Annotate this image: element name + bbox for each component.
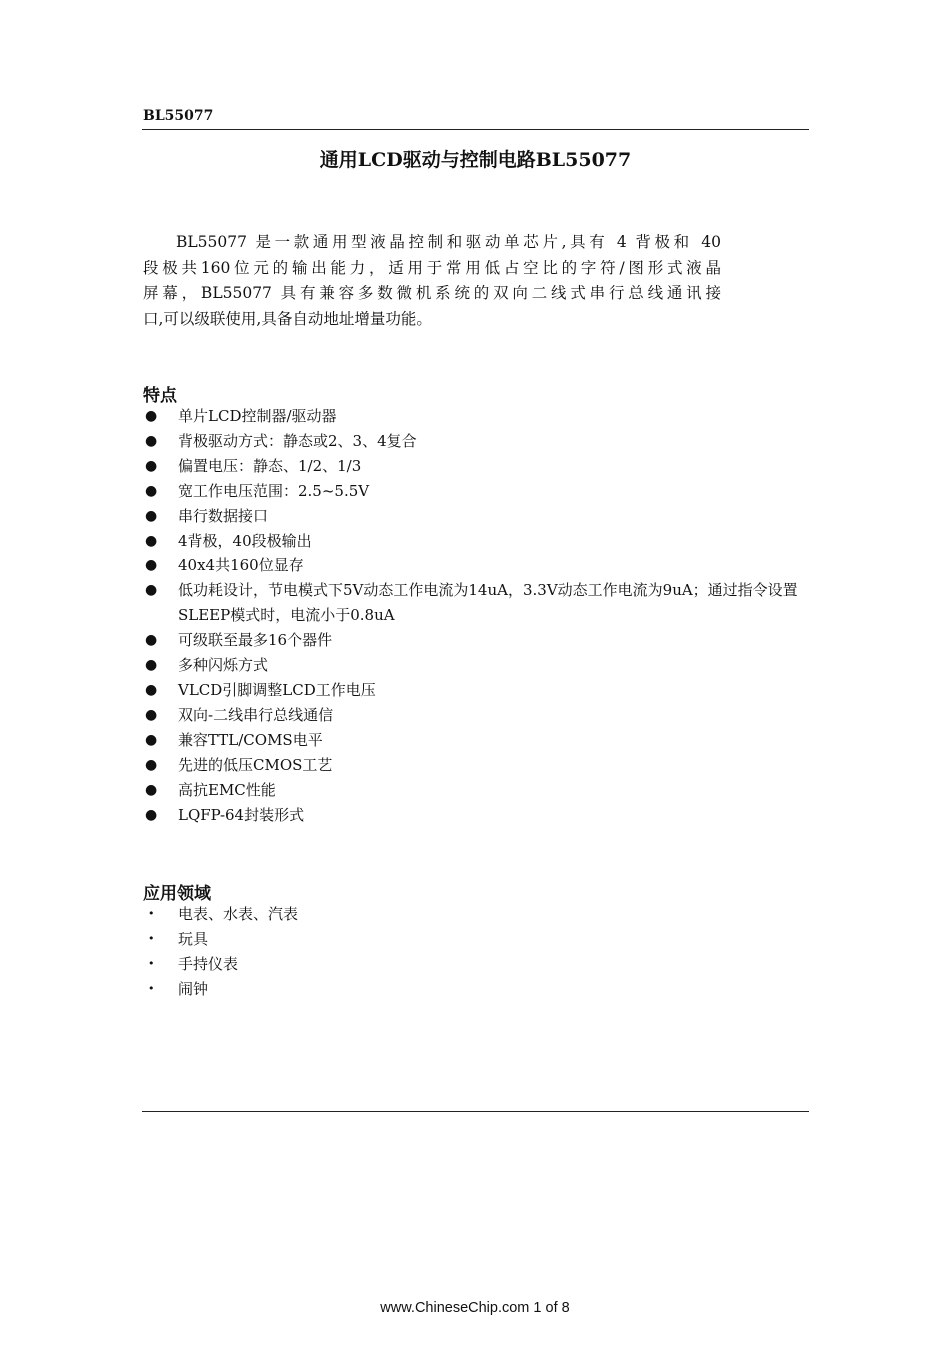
feature-item bbox=[143, 803, 809, 828]
features-list bbox=[143, 404, 809, 827]
bullet-icon: ● bbox=[145, 557, 158, 574]
intro-line: 段极共160位元的输出能力，适用于常用低占空比的字符/图形式液晶 bbox=[143, 258, 721, 277]
feature-text: 宽工作电压范围：2.5~5.5V bbox=[178, 481, 370, 500]
bullet-icon: ● bbox=[145, 756, 158, 773]
application-text: 闹钟 bbox=[178, 979, 209, 998]
feature-text: 可级联至最多16个器件 bbox=[178, 631, 333, 650]
feature-item bbox=[143, 404, 809, 429]
applications-heading: 应用领域 bbox=[143, 884, 211, 904]
intro-line: 口,可以级联使用,具备自动地址增量功能。 bbox=[143, 309, 432, 328]
header-part-number: BL55077 bbox=[143, 108, 214, 124]
footer-rule bbox=[142, 1111, 809, 1112]
intro-paragraph bbox=[143, 230, 721, 332]
feature-text: 多种闪烁方式 bbox=[178, 656, 269, 675]
application-item bbox=[143, 977, 809, 1002]
feature-item bbox=[143, 479, 809, 504]
bullet-icon: ● bbox=[145, 681, 158, 698]
feature-item bbox=[143, 454, 809, 479]
bullet-icon: ● bbox=[145, 432, 158, 449]
bullet-icon: ● bbox=[145, 781, 158, 798]
feature-text: 双向-二线串行总线通信 bbox=[178, 705, 334, 724]
feature-text: 背极驱动方式：静态或2、3、4复合 bbox=[178, 431, 417, 450]
bullet-icon: • bbox=[148, 931, 155, 945]
applications-list bbox=[143, 902, 809, 1002]
feature-item bbox=[143, 553, 809, 578]
feature-text: 高抗EMC性能 bbox=[178, 780, 276, 799]
feature-item bbox=[143, 778, 809, 803]
feature-text: 单片LCD控制器/驱动器 bbox=[178, 407, 337, 425]
bullet-icon: ● bbox=[145, 657, 158, 674]
bullet-icon: ● bbox=[145, 532, 158, 549]
header-rule bbox=[142, 129, 809, 130]
feature-item bbox=[143, 504, 809, 529]
feature-text: 低功耗设计，节电模式下5V动态工作电流为14uA，3.3V动态工作电流为9uA；通过指令设置SLEEP模式时，电流小于0.8uA bbox=[178, 581, 798, 625]
feature-item bbox=[143, 628, 809, 653]
feature-text: 兼容TTL/COMS电平 bbox=[178, 730, 323, 749]
feature-text: 串行数据接口 bbox=[178, 506, 269, 525]
bullet-icon: ● bbox=[145, 408, 158, 424]
bullet-icon: ● bbox=[145, 507, 158, 524]
feature-item bbox=[143, 753, 809, 778]
application-text: 玩具 bbox=[178, 929, 209, 948]
feature-text: 4背极，40段极输出 bbox=[178, 531, 312, 550]
intro-line: BL55077 是一款通用型液晶控制和驱动单芯片,具有 4 背极和 40 bbox=[176, 233, 721, 251]
bullet-icon: ● bbox=[145, 482, 158, 499]
feature-text: VLCD引脚调整LCD工作电压 bbox=[178, 680, 376, 699]
bullet-icon: ● bbox=[145, 806, 158, 823]
features-heading: 特点 bbox=[143, 386, 177, 406]
application-item bbox=[143, 927, 809, 952]
feature-item bbox=[143, 678, 809, 703]
feature-item bbox=[143, 578, 809, 628]
feature-text: 先进的低压CMOS工艺 bbox=[178, 755, 333, 774]
application-text: 电表、水表、汽表 bbox=[178, 905, 299, 923]
feature-item bbox=[143, 703, 809, 728]
application-text: 手持仪表 bbox=[178, 954, 239, 973]
bullet-icon: ● bbox=[145, 632, 158, 649]
bullet-icon: • bbox=[148, 907, 155, 920]
feature-item bbox=[143, 529, 809, 554]
application-item bbox=[143, 902, 809, 927]
document-title: 通用LCD驱动与控制电路BL55077 bbox=[319, 149, 632, 171]
application-item bbox=[143, 952, 809, 977]
bullet-icon: ● bbox=[145, 706, 158, 723]
bullet-icon: ● bbox=[145, 731, 158, 748]
intro-line: 屏幕，BL55077 具有兼容多数微机系统的双向二线式串行总线通讯接 bbox=[143, 284, 721, 302]
feature-item bbox=[143, 653, 809, 678]
feature-text: LQFP-64封装形式 bbox=[178, 805, 305, 824]
feature-item bbox=[143, 728, 809, 753]
page-footer: www.ChineseChip.com 1 of 8 bbox=[380, 1300, 570, 1316]
feature-item bbox=[143, 429, 809, 454]
bullet-icon: • bbox=[148, 981, 155, 995]
feature-text: 偏置电压：静态、1/2、1/3 bbox=[178, 456, 362, 475]
bullet-icon: ● bbox=[145, 457, 158, 474]
feature-text: 40x4共160位显存 bbox=[178, 556, 304, 575]
bullet-icon: • bbox=[148, 956, 155, 970]
bullet-icon: ● bbox=[145, 582, 158, 599]
